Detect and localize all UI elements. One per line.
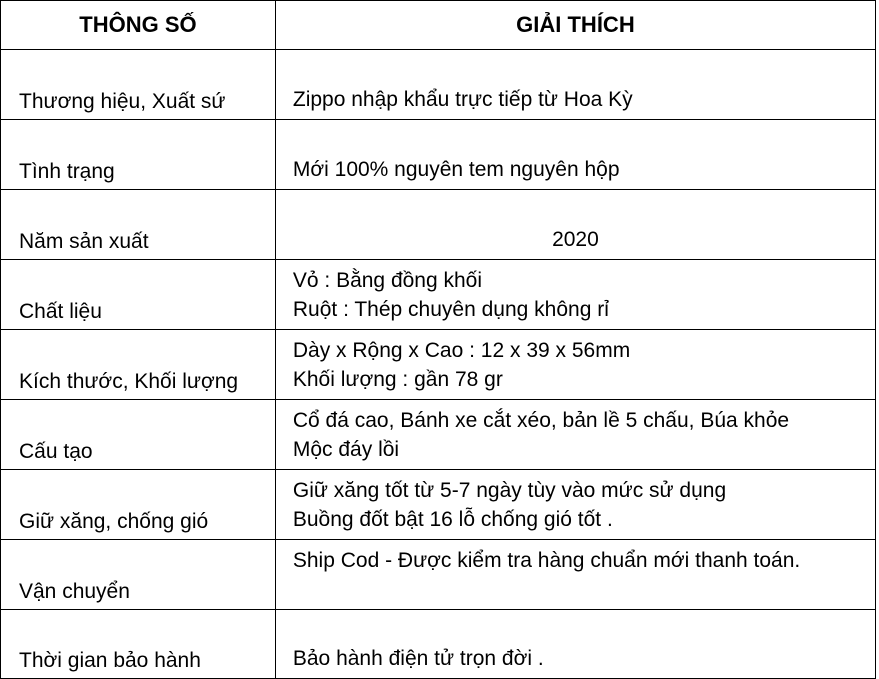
table-row	[1, 540, 876, 610]
value-line: 2020	[552, 228, 599, 251]
value-line: Mộc đáy lồi	[292, 438, 400, 461]
row-value-fuel-wind	[275, 470, 875, 540]
value-line: Buồng đốt bật 16 lỗ chống gió tốt .	[292, 508, 613, 531]
row-label-size-weight: Kích thước, Khối lượng	[1, 330, 276, 400]
table-header-row	[1, 1, 876, 50]
value-line: Cổ đá cao, Bánh xe cắt xéo, bản lề 5 chấu, Búa khỏe	[292, 409, 790, 432]
row-label-condition: Tình trạng	[1, 120, 276, 190]
value-line-blank	[293, 575, 875, 604]
row-label-structure: Cấu tạo	[1, 400, 276, 470]
value-line: Vỏ : Bằng đồng khối	[292, 269, 483, 292]
table-row	[1, 470, 876, 540]
value-line: Dày x Rộng x Cao : 12 x 39 x 56mm	[292, 339, 631, 362]
value-line: Bảo hành điện tử trọn đời .	[292, 647, 544, 670]
header-explain: GIẢI THÍCH	[275, 1, 875, 50]
row-label-material: Chất liệu	[1, 260, 276, 330]
header-param: THÔNG SỐ	[1, 1, 276, 50]
row-label-warranty: Thời gian bảo hành	[1, 610, 276, 679]
table-row	[1, 400, 876, 470]
row-label-brand: Thương hiệu, Xuất sứ	[1, 50, 276, 120]
table-row	[1, 260, 876, 330]
value-line: Khối lượng : gần 78 gr	[292, 368, 503, 391]
table-row	[1, 610, 876, 679]
row-value-material	[275, 260, 875, 330]
row-label-fuel-wind: Giữ xăng, chống gió	[1, 470, 276, 540]
table-row	[1, 120, 876, 190]
value-line: Zippo nhập khẩu trực tiếp từ Hoa Kỳ	[292, 88, 633, 111]
table-row	[1, 190, 876, 260]
row-value-structure	[275, 400, 875, 470]
row-label-shipping: Vận chuyển	[1, 540, 276, 610]
row-label-year: Năm sản xuất	[1, 190, 276, 260]
table-row	[1, 330, 876, 400]
row-value-condition	[275, 120, 875, 190]
value-line: Mới 100% nguyên tem nguyên hộp	[292, 158, 620, 181]
value-line: Giữ xăng tốt từ 5-7 ngày tùy vào mức sử dụng	[292, 479, 727, 502]
row-value-size-weight	[275, 330, 875, 400]
table-row	[1, 50, 876, 120]
row-value-shipping	[275, 540, 875, 610]
row-value-warranty	[275, 610, 875, 679]
value-line: Ruột : Thép chuyên dụng không rỉ	[292, 298, 609, 321]
row-value-brand	[275, 50, 875, 120]
value-line: Ship Cod - Được kiểm tra hàng chuẩn mới thanh toán.	[292, 549, 801, 572]
row-value-year	[275, 190, 875, 260]
